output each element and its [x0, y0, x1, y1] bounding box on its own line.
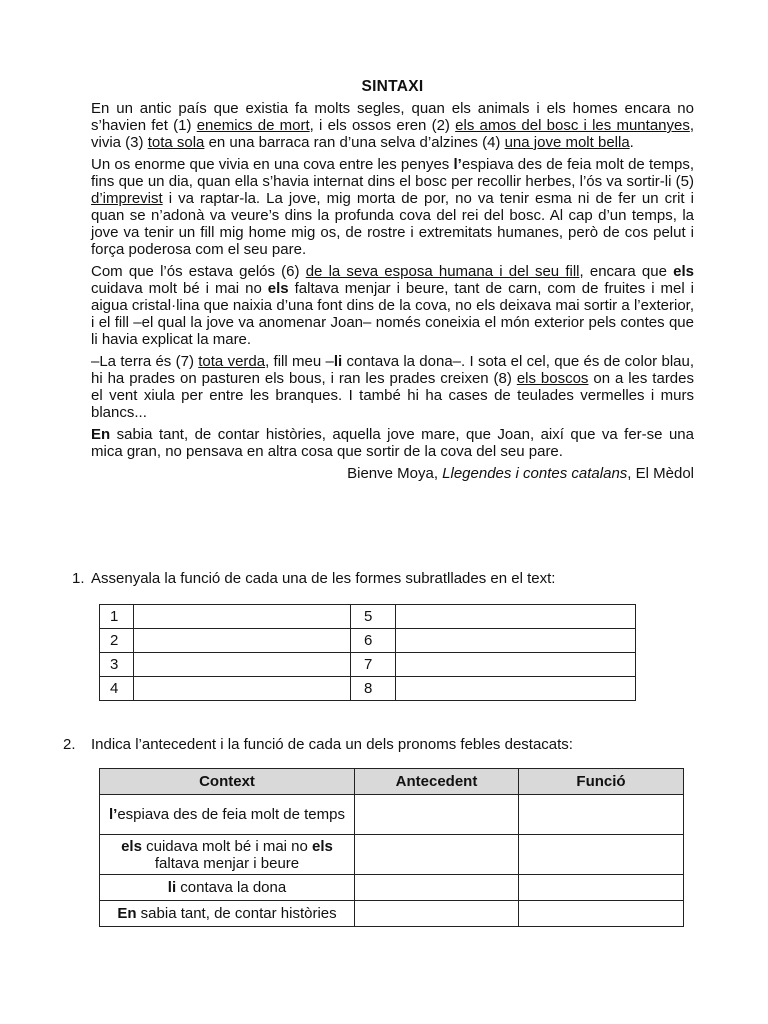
highlighted-pronoun: els	[267, 280, 289, 297]
function-cell[interactable]	[519, 795, 684, 835]
underlined-form-1: enemics de mort	[196, 117, 310, 134]
text-run: on a les tardes el vent xiula per entre les branques. I també hi ha cases de teulades vermelles i murs blancs...	[91, 370, 694, 421]
row-number: 1	[100, 605, 134, 629]
row-number: 3	[100, 653, 134, 677]
source-citation	[91, 465, 694, 482]
paragraph-1	[91, 100, 694, 151]
reading-passage	[91, 78, 694, 482]
underlined-form-7: tota verda	[198, 353, 266, 370]
function-cell[interactable]	[519, 835, 684, 875]
text-run: Un os enorme que vivia en una cova entre les penyes	[91, 156, 454, 173]
question-text: Indica l’antecedent i la funció de cada un dels pronoms febles destacats:	[91, 736, 573, 753]
answer-cell[interactable]	[134, 605, 351, 629]
table-row	[100, 605, 636, 629]
highlighted-pronoun: l’	[453, 156, 462, 173]
underlined-form-4: una jove molt bella	[504, 134, 630, 151]
pronoun: En	[117, 905, 137, 922]
function-cell[interactable]	[519, 901, 684, 927]
row-number: 5	[351, 605, 396, 629]
question-text: Assenyala la funció de cada una de les formes subratllades en el text:	[91, 570, 556, 587]
text-run: , fill meu –	[265, 353, 334, 370]
underlined-form-5: d’imprevist	[91, 190, 163, 207]
answer-cell[interactable]	[134, 677, 351, 701]
antecedent-cell[interactable]	[355, 795, 519, 835]
text-run: , i els ossos eren (2)	[309, 117, 456, 134]
row-number: 8	[351, 677, 396, 701]
column-header-function: Funció	[519, 769, 684, 795]
highlighted-pronoun: li	[333, 353, 343, 370]
context-cell	[100, 875, 355, 901]
context-cell	[100, 795, 355, 835]
antecedent-cell[interactable]	[355, 875, 519, 901]
citation-publisher: , El Mèdol	[627, 465, 694, 482]
answer-cell[interactable]	[396, 629, 636, 653]
row-number: 2	[100, 629, 134, 653]
context-text: espiava des de feia molt de temps	[117, 806, 345, 823]
question-1	[72, 570, 555, 587]
underlined-form-6: de la seva esposa humana i del seu fill	[305, 263, 580, 280]
text-run: Com que l’ós estava gelós (6)	[91, 263, 306, 280]
text-run: cuidava molt bé i mai no	[91, 280, 268, 297]
table-row	[100, 875, 684, 901]
highlighted-pronoun: En	[91, 426, 111, 443]
paragraph-5	[91, 426, 694, 460]
context-cell	[100, 835, 355, 875]
table-row	[100, 629, 636, 653]
column-header-antecedent: Antecedent	[355, 769, 519, 795]
answer-cell[interactable]	[396, 653, 636, 677]
text-run: i va raptar-la. La jove, mig morta de por, no va tenir esma ni de fer un crit i quan se n’adonà va veure’s dins la profunda cova del rei del bosc. Al cap d’un temps, la jove va tenir un fill mig home mig os, de rostre i extremitats humanes, però de cos pelut i força poderosa com el seu pare.	[91, 190, 694, 258]
table-row	[100, 835, 684, 875]
paragraph-2	[91, 156, 694, 258]
context-text: sabia tant, de contar històries	[136, 905, 337, 922]
text-run: faltava menjar i beure, tant de carn, com de fruites i mel i aigua cristal·lina que naixia d’una font dins de la cova, no els deixava mai sortir a l’exterior, i el fill –el qual la jove va anomenar Joan– només coneixia el món exterior pels contes que li havia explicat la mare.	[91, 280, 695, 348]
question-2	[63, 736, 573, 753]
highlighted-pronoun: els	[673, 263, 694, 280]
pronoun: els	[121, 837, 142, 855]
question-number: 2.	[63, 736, 76, 753]
pronoun: l’	[109, 806, 118, 823]
table-header-row	[100, 769, 684, 795]
text-run: En un antic país que existia fa molts segles, quan els animals i els homes encara no s’havien fet (1)	[91, 100, 694, 134]
text-run: , vivia (3)	[91, 117, 695, 151]
text-run: , encara que	[579, 263, 674, 280]
antecedent-cell[interactable]	[355, 901, 519, 927]
underlined-form-8: els boscos	[516, 370, 589, 387]
underlined-form-2: els amos del bosc i les muntanyes	[455, 117, 690, 134]
text-run: en una barraca ran d’una selva d’alzines (4)	[204, 134, 505, 151]
answer-cell[interactable]	[134, 653, 351, 677]
page-title: SINTAXI	[361, 78, 424, 95]
pronoun: li	[167, 879, 177, 896]
text-run: –La terra és (7)	[91, 353, 199, 370]
answer-cell[interactable]	[396, 677, 636, 701]
function-cell[interactable]	[519, 875, 684, 901]
context-text: contava la dona	[176, 879, 287, 896]
citation-author: Bienve Moya,	[347, 465, 443, 482]
text-run: espiava des de feia molt de temps, fins que un dia, quan ella s’havia internat dins el bosc per recollir herbes, l’ós va sortir-li (5)	[91, 156, 694, 190]
row-number: 6	[351, 629, 396, 653]
question-number: 1.	[72, 570, 85, 587]
antecedent-cell[interactable]	[355, 835, 519, 875]
paragraph-4	[91, 353, 694, 421]
text-run: .	[629, 134, 634, 151]
context-cell	[100, 901, 355, 927]
table-row	[100, 795, 684, 835]
table-row	[100, 653, 636, 677]
pronoun-table	[99, 768, 684, 927]
table-row	[100, 901, 684, 927]
underlined-form-3: tota sola	[147, 134, 205, 151]
row-number: 4	[100, 677, 134, 701]
table-row	[100, 677, 636, 701]
column-header-context: Context	[100, 769, 355, 795]
context-text: faltava menjar i beure	[154, 854, 300, 872]
citation-book: Llegendes i contes catalans	[442, 465, 628, 482]
paragraph-3	[91, 263, 694, 348]
text-run: sabia tant, de contar històries, aquella jove mare, que Joan, així que va fer-se una mica gran, no pensava en altra cosa que sortir de la cova del seu pare.	[91, 426, 694, 460]
context-text: cuidava molt bé i mai no	[141, 837, 313, 855]
answer-cell[interactable]	[396, 605, 636, 629]
answer-cell[interactable]	[134, 629, 351, 653]
row-number: 7	[351, 653, 396, 677]
text-run: contava la dona–. I sota el cel, que és de color blau, hi ha prades on pasturen els bous, i ran les prades creixen (8)	[91, 353, 695, 387]
pronoun: els	[312, 837, 333, 855]
function-answer-table	[99, 604, 636, 701]
